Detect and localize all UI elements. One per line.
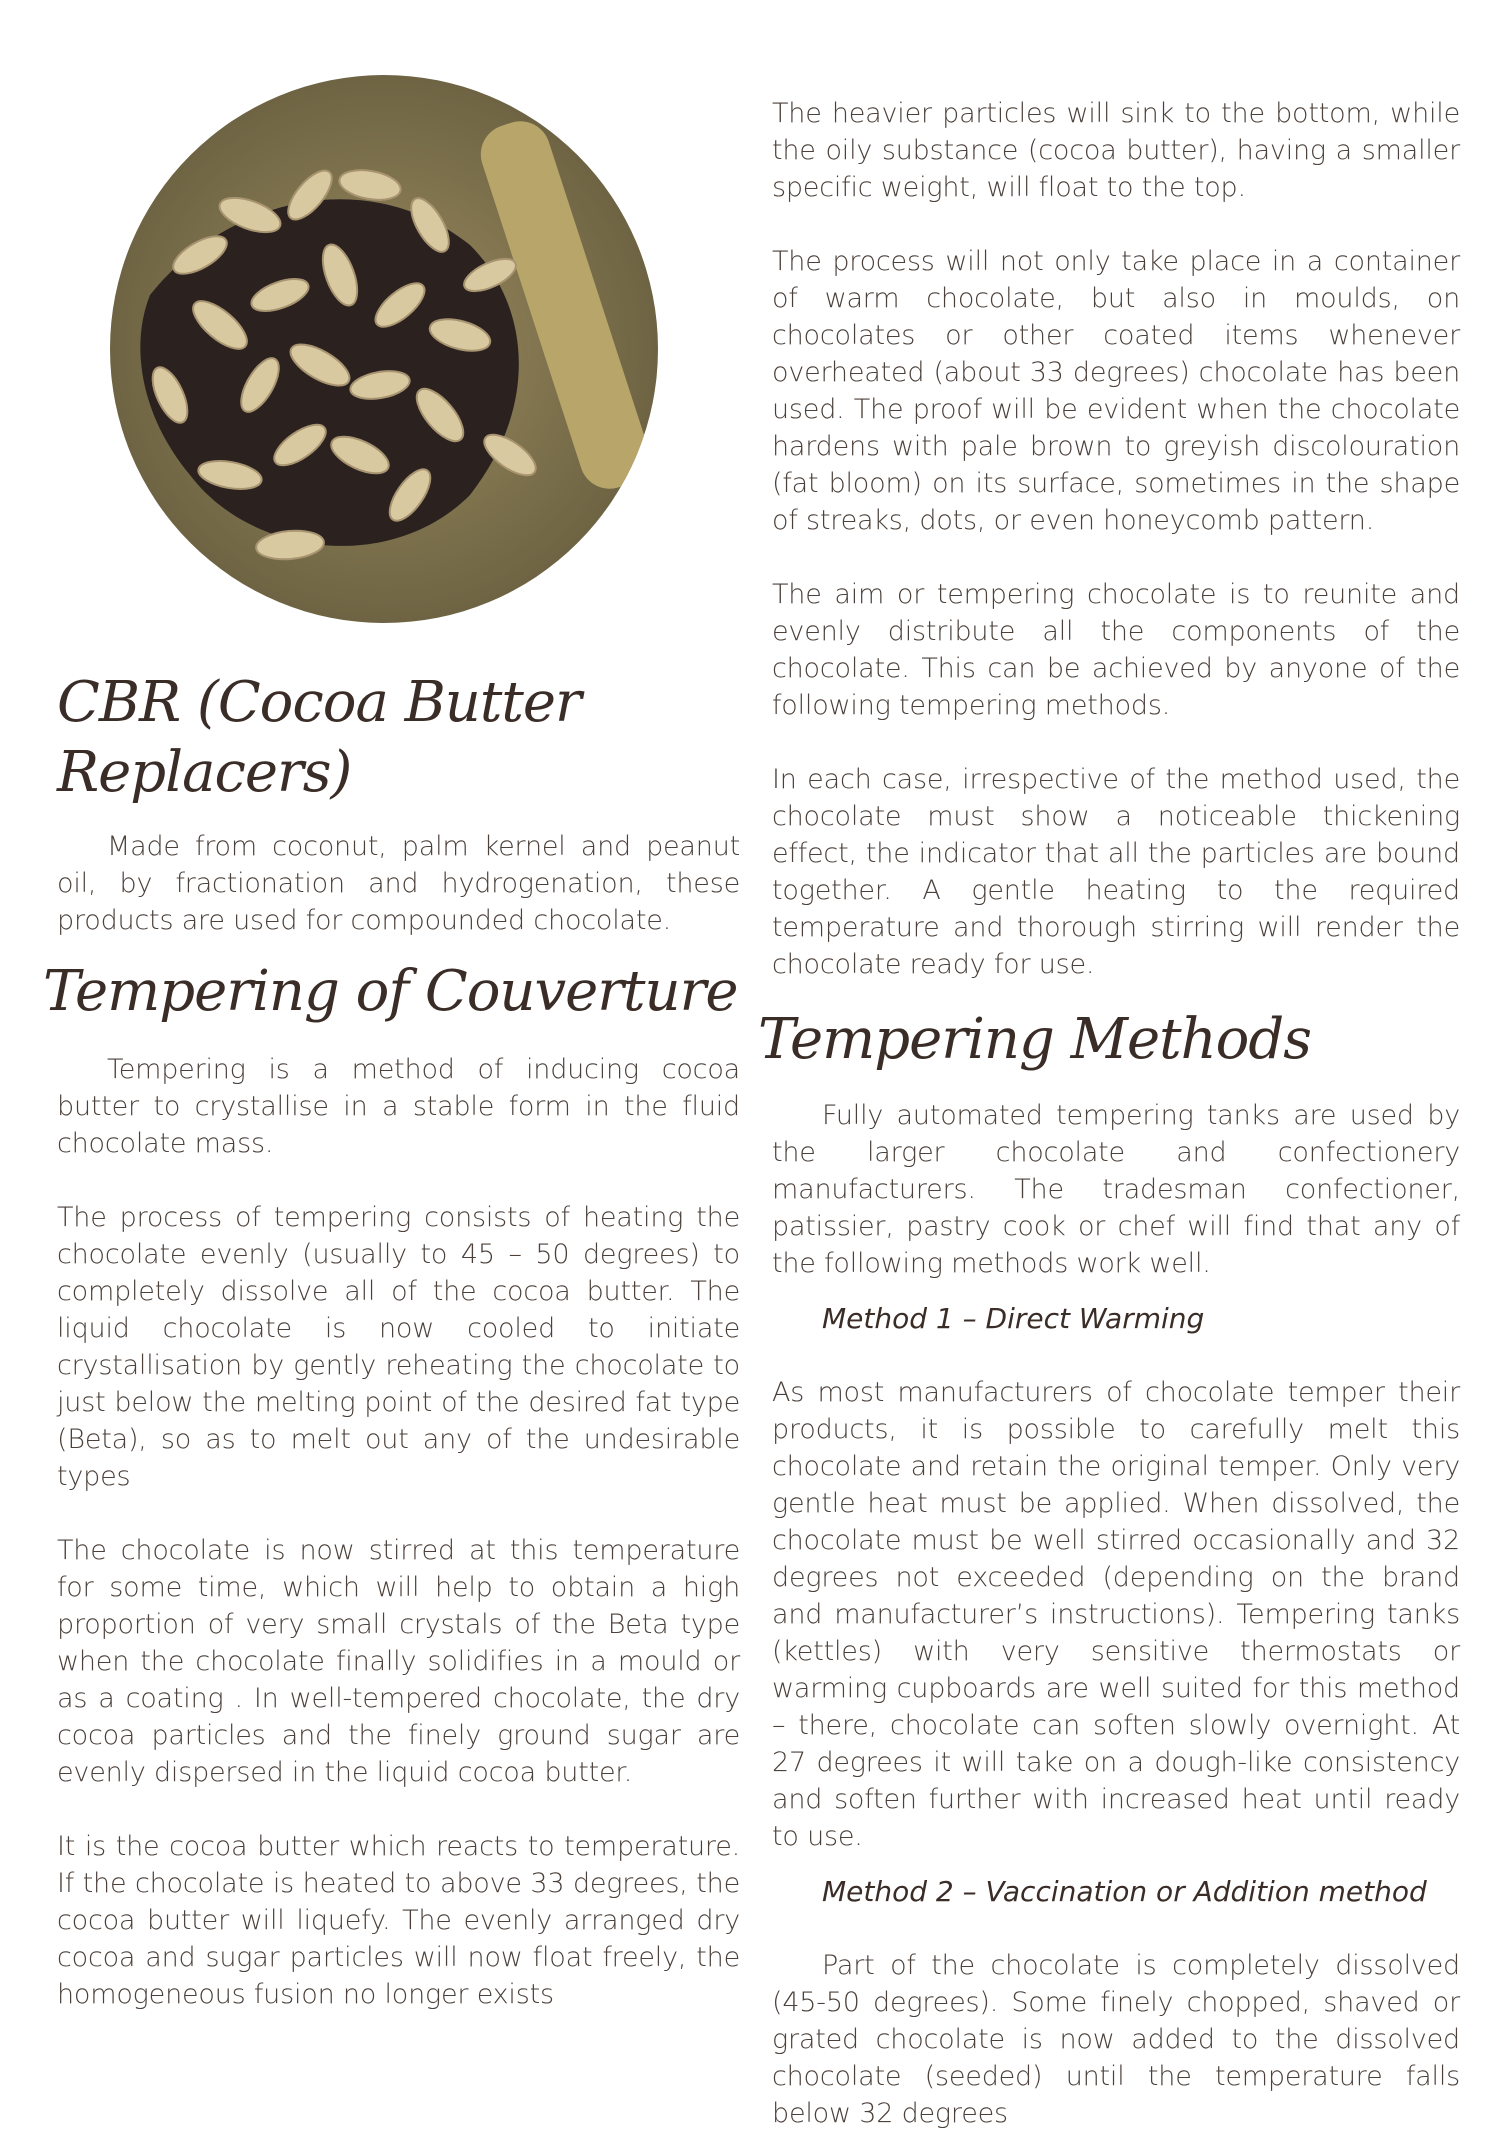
left-column [43, 668, 740, 2013]
cbr-paragraph: Made from coconut, palm kernel and peanut oil, by fractionation and hydrogenation, these products are used for compounded chocolate. [57, 831, 740, 936]
right-paragraph-6: As most manufacturers of chocolate temper their products, it is possible to carefully melt this chocolate and retain the original temper. Only very gentle heat must be applied. When dissolved, the chocolate must be well stirred occasionally and 32 degrees not exceeded (depending on the brand and manufacturer’s instructions). Tempering tanks (kettles) with very sensitive thermostats or warming cupboards are well suited for this method – there, chocolate can soften slowly overnight. At 27 degrees it will take on a dough-like consistency and soften further with increased heat until ready to use. [772, 1377, 1460, 1852]
right-column [758, 95, 1460, 2132]
tempering-paragraph-2: The process of tempering consists of heating the chocolate evenly (usually to 45 – 50 degrees) to completely dissolve all of the cocoa butter. The liquid chocolate is now cooled to initiate crystallisation by gently reheating the chocolate to just below the melting point of the desired fat type (Beta), so as to melt out any of the undesirable types [57, 1202, 740, 1492]
right-paragraph-5: Fully automated tempering tanks are used by the larger chocolate and confectionery manufacturers. The tradesman confectioner, patissier, pastry cook or chef will find that any of the following methods work well. [772, 1100, 1460, 1279]
method-1-heading: Method 1 – Direct Warming [822, 1302, 1205, 1335]
right-paragraph-4: In each case, irrespective of the method used, the chocolate must show a noticeable thickening effect, the indicator that all the particles are bound together. A gentle heating to the required temperature and thorough stirring will render the chocolate ready for use. [772, 764, 1460, 980]
right-paragraph-2: The process will not only take place in a container of warm chocolate, but also in moulds, on chocolates or other coated items whenever overheated (about 33 degrees) chocolate has been used. The proof will be evident when the chocolate hardens with pale brown to greyish discolouration (fat bloom) on its surface, sometimes in the shape of streaks, dots, or even honeycomb pattern. [772, 246, 1460, 536]
right-paragraph-3: The aim or tempering chocolate is to reunite and evenly distribute all the components of the chocolate. This can be achieved by anyone of the following tempering methods. [772, 579, 1460, 721]
right-paragraph-7: Part of the chocolate is completely dissolved (45-50 degrees). Some finely chopped, shaved or grated chocolate is now added to the dissolved chocolate (seeded) until the temperature falls below 32 degrees [772, 1950, 1460, 2129]
methods-heading: Tempering Methods [758, 1007, 1311, 1072]
cbr-heading: CBR (Cocoa Butter Replacers) [57, 670, 581, 805]
right-paragraph-1: The heavier particles will sink to the bottom, while the oily substance (cocoa butter), having a smaller specific weight, will float to the top. [772, 98, 1460, 203]
tempering-paragraph-1: Tempering is a method of inducing cocoa butter to crystallise in a stable form in the fluid chocolate mass. [57, 1054, 740, 1159]
almond-chocolate-icon [110, 75, 658, 623]
tempering-paragraph-4: It is the cocoa butter which reacts to temperature. If the chocolate is heated to above 33 degrees, the cocoa butter will liquefy. The evenly arranged dry cocoa and sugar particles will now float freely, the homogeneous fusion no longer exists [57, 1831, 740, 2010]
tempering-paragraph-3: The chocolate is now stirred at this temperature for some time, which will help to obtain a high proportion of very small crystals of the Beta type when the chocolate finally solidifies in a mould or as a coating . In well-tempered chocolate, the dry cocoa particles and the finely ground sugar are evenly dispersed in the liquid cocoa butter. [57, 1535, 740, 1788]
tempering-heading: Tempering of Couverture [43, 959, 738, 1024]
method-2-heading: Method 2 – Vaccination or Addition method [822, 1875, 1427, 1908]
almond-chocolate-photo [110, 75, 658, 623]
